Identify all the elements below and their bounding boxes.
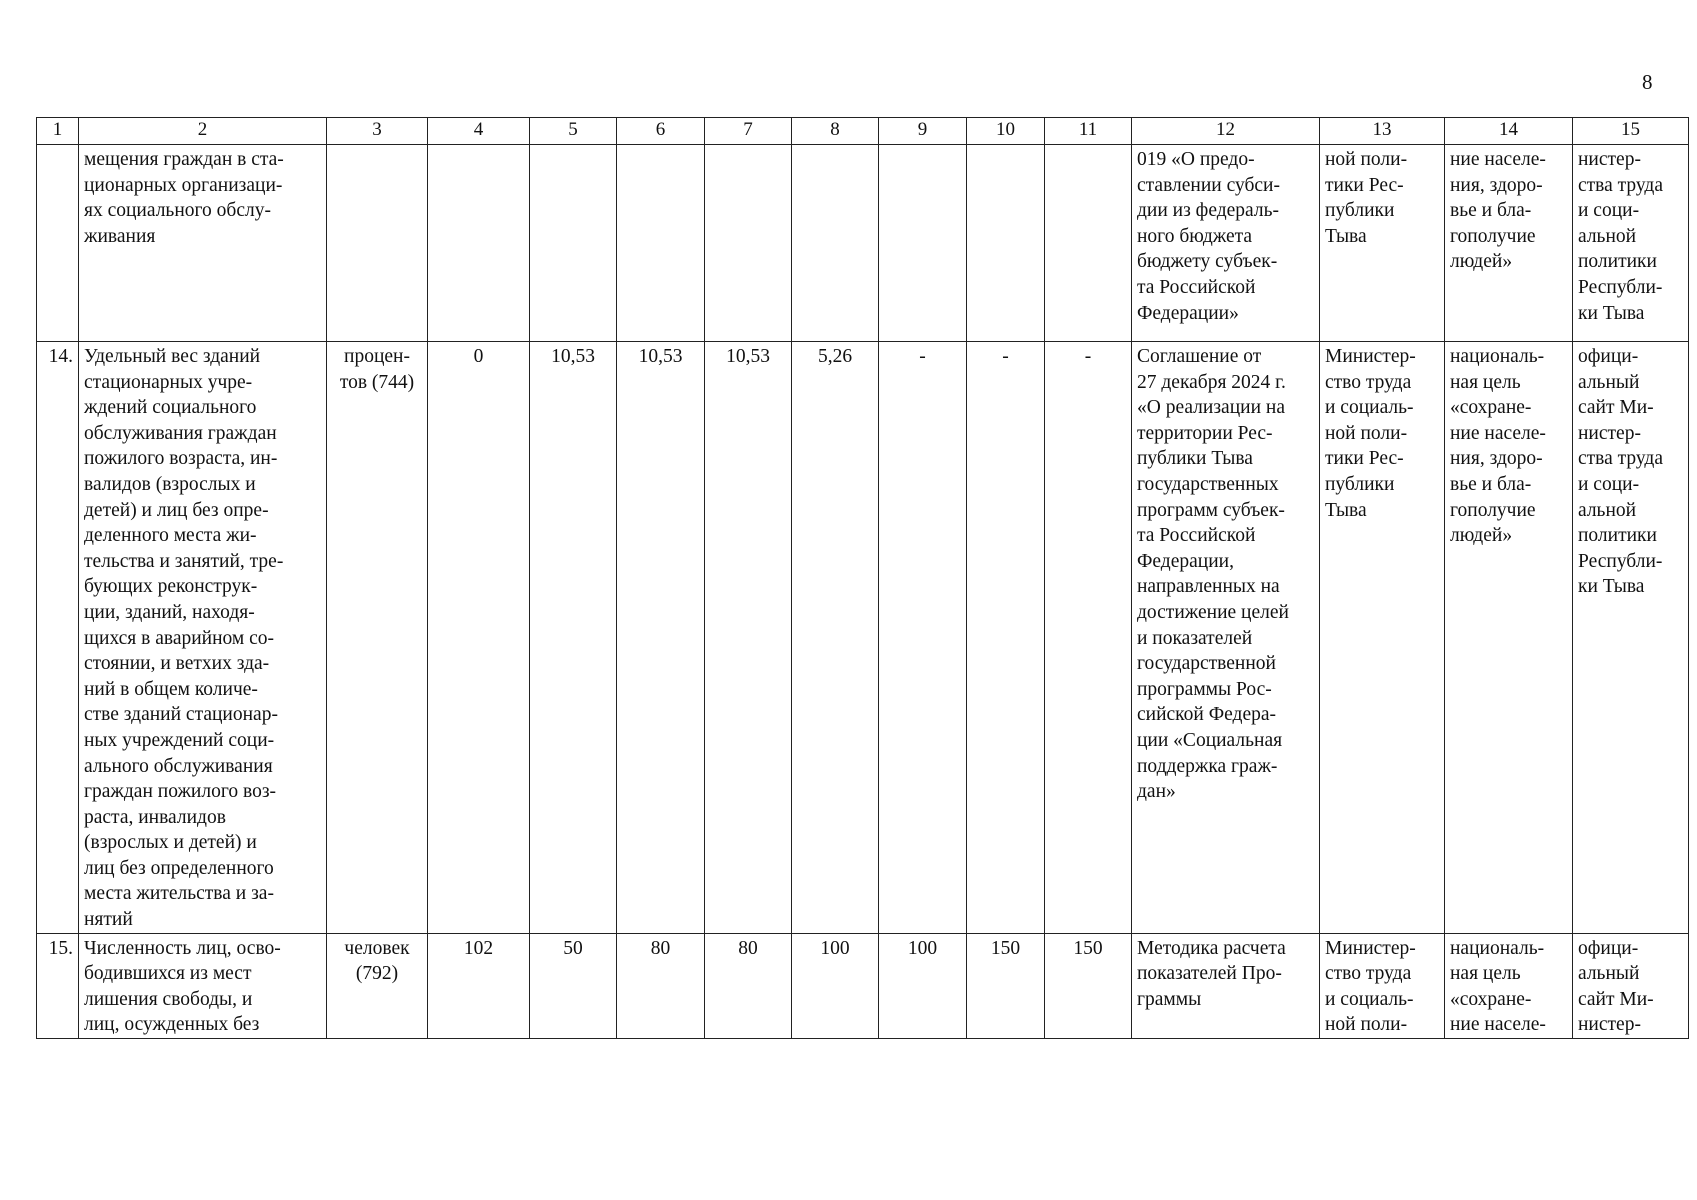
page-number: 8 — [1642, 70, 1653, 94]
unit-cell: процен- тов (744) — [327, 342, 428, 934]
value-cell: - — [879, 342, 967, 934]
value-cell — [617, 145, 705, 342]
national-goal-cell: ние населе- ния, здоро- вье и бла- гополучие людей» — [1445, 145, 1573, 342]
value-cell: 80 — [617, 933, 705, 1038]
value-cell: 80 — [705, 933, 792, 1038]
table-row-14 — [37, 342, 1689, 934]
value-cell: 100 — [792, 933, 879, 1038]
value-cell: 10,53 — [705, 342, 792, 934]
col-header-9: 9 — [879, 118, 967, 145]
col-header-7: 7 — [705, 118, 792, 145]
row-index: 15. — [37, 933, 79, 1038]
value-cell: - — [967, 342, 1045, 934]
value-cell: 100 — [879, 933, 967, 1038]
col-header-1: 1 — [37, 118, 79, 145]
value-cell: 0 — [428, 342, 530, 934]
col-header-4: 4 — [428, 118, 530, 145]
table-row-15 — [37, 933, 1689, 1038]
value-cell — [1045, 145, 1132, 342]
responsible-cell: Министер- ство труда и социаль- ной поли- тики Рес- публики Тыва — [1320, 342, 1445, 934]
col-header-13: 13 — [1320, 118, 1445, 145]
col-header-8: 8 — [792, 118, 879, 145]
value-cell: 102 — [428, 933, 530, 1038]
col-header-10: 10 — [967, 118, 1045, 145]
info-system-cell: нистер- ства труда и соци- альной политики Республи- ки Тыва — [1573, 145, 1689, 342]
col-header-15: 15 — [1573, 118, 1689, 145]
responsible-cell: Министер- ство труда и социаль- ной поли- — [1320, 933, 1445, 1038]
value-cell — [967, 145, 1045, 342]
col-header-14: 14 — [1445, 118, 1573, 145]
col-header-2: 2 — [79, 118, 327, 145]
responsible-cell: ной поли- тики Рес- публики Тыва — [1320, 145, 1445, 342]
unit-cell: человек (792) — [327, 933, 428, 1038]
row-index — [37, 145, 79, 342]
value-cell: 50 — [530, 933, 617, 1038]
row-index: 14. — [37, 342, 79, 934]
value-cell — [428, 145, 530, 342]
col-header-5: 5 — [530, 118, 617, 145]
info-system-cell: офици- альный сайт Ми- нистер- — [1573, 933, 1689, 1038]
source-document-cell: Соглашение от 27 декабря 2024 г. «О реализации на территории Рес- публики Тыва государственных программ субъек- та Российской Федерации, направленных на достижение целей и показателей государственной программы Рос- сийской Федера- ции «Социальная поддержка граж- дан» — [1132, 342, 1320, 934]
unit-cell — [327, 145, 428, 342]
value-cell — [792, 145, 879, 342]
col-header-6: 6 — [617, 118, 705, 145]
indicators-table — [36, 117, 1689, 1039]
col-header-3: 3 — [327, 118, 428, 145]
value-cell — [530, 145, 617, 342]
indicator-name: мещения граждан в ста- ционарных организаци- ях социального обслу- живания — [79, 145, 327, 342]
value-cell: 5,26 — [792, 342, 879, 934]
indicator-name: Численность лиц, осво- бодившихся из мест лишения свободы, и лиц, осужденных без — [79, 933, 327, 1038]
col-header-11: 11 — [1045, 118, 1132, 145]
source-document-cell: 019 «О предо- ставлении субси- дии из федераль- ного бюджета бюджету субъек- та Российской Федерации» — [1132, 145, 1320, 342]
source-document-cell: Методика расчета показателей Про- граммы — [1132, 933, 1320, 1038]
value-cell: 10,53 — [617, 342, 705, 934]
table-row-continuation — [37, 145, 1689, 342]
value-cell: - — [1045, 342, 1132, 934]
value-cell — [879, 145, 967, 342]
col-header-12: 12 — [1132, 118, 1320, 145]
value-cell: 150 — [967, 933, 1045, 1038]
national-goal-cell: националь- ная цель «сохране- ние населе- — [1445, 933, 1573, 1038]
value-cell: 150 — [1045, 933, 1132, 1038]
info-system-cell: офици- альный сайт Ми- нистер- ства труда и соци- альной политики Республи- ки Тыва — [1573, 342, 1689, 934]
value-cell — [705, 145, 792, 342]
national-goal-cell: националь- ная цель «сохране- ние населе- ния, здоро- вье и бла- гополучие людей» — [1445, 342, 1573, 934]
indicator-name: Удельный вес зданий стационарных учре- ждений социального обслуживания граждан пожилого возраста, ин- валидов (взрослых и детей) и лиц без опре- деленного места жи- тельства и занятий, тре- бующих реконструк- ции, зданий, находя- щихся в аварийном со- стоянии, и ветхих зда- ний в общем количе- стве зданий стационар- ных учреждений соци- ального обслуживания граждан пожилого воз- раста, инвалидов (взрослых и детей) и лиц без определенного места жительства и за- нятий — [79, 342, 327, 934]
value-cell: 10,53 — [530, 342, 617, 934]
header-row — [37, 118, 1689, 145]
